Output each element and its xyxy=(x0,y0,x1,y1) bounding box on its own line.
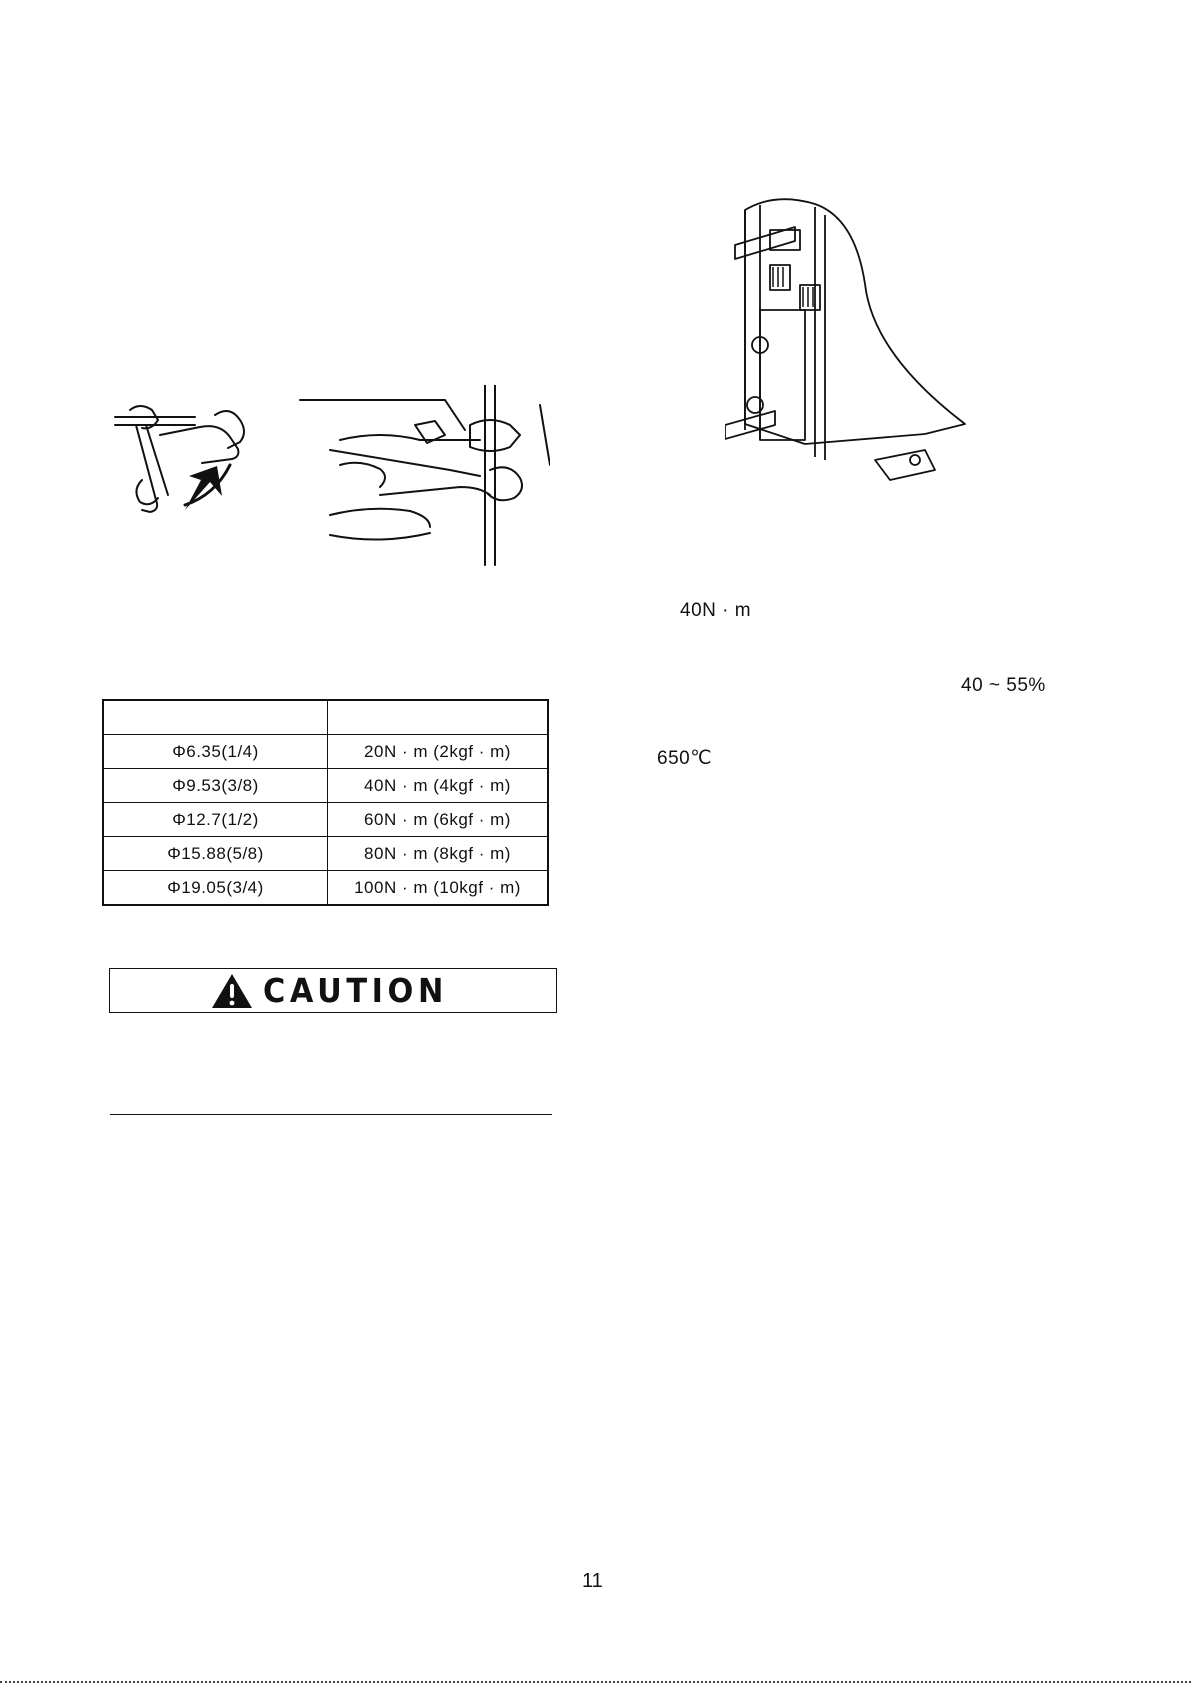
pipe-size-cell: Φ9.53(3/8) xyxy=(103,769,328,803)
pipe-size-cell: Φ12.7(1/2) xyxy=(103,803,328,837)
torque-cell: 60N · m (6kgf · m) xyxy=(328,803,549,837)
caution-banner xyxy=(109,968,557,1013)
table-row xyxy=(103,735,548,769)
brazing-temp-note: 650℃ xyxy=(657,748,713,769)
pipe-size-cell: Φ19.05(3/4) xyxy=(103,871,328,906)
silver-content-note: 40 ~ 55% xyxy=(961,675,1046,696)
caution-label: CAUTION xyxy=(262,971,448,1010)
pipe-size-cell: Φ6.35(1/4) xyxy=(103,735,328,769)
warning-triangle-icon xyxy=(211,973,253,1009)
torque-cell: 40N · m (4kgf · m) xyxy=(328,769,549,803)
divider xyxy=(110,1114,552,1115)
table-header-cell xyxy=(103,700,328,735)
table-row xyxy=(103,803,548,837)
outdoor-unit-figure xyxy=(725,195,975,495)
torque-cell: 20N · m (2kgf · m) xyxy=(328,735,549,769)
page-edge xyxy=(0,1681,1191,1683)
table-header-cell xyxy=(328,700,549,735)
table-header-row xyxy=(103,700,548,735)
wrench-tightening-figure xyxy=(110,385,550,570)
table-row xyxy=(103,871,548,906)
torque-value-note: 40N · m xyxy=(680,600,752,621)
torque-table xyxy=(102,699,549,906)
page-number: 11 xyxy=(582,1570,603,1592)
torque-cell: 80N · m (8kgf · m) xyxy=(328,837,549,871)
torque-cell: 100N · m (10kgf · m) xyxy=(328,871,549,906)
pipe-size-cell: Φ15.88(5/8) xyxy=(103,837,328,871)
table-row xyxy=(103,769,548,803)
table-row xyxy=(103,837,548,871)
